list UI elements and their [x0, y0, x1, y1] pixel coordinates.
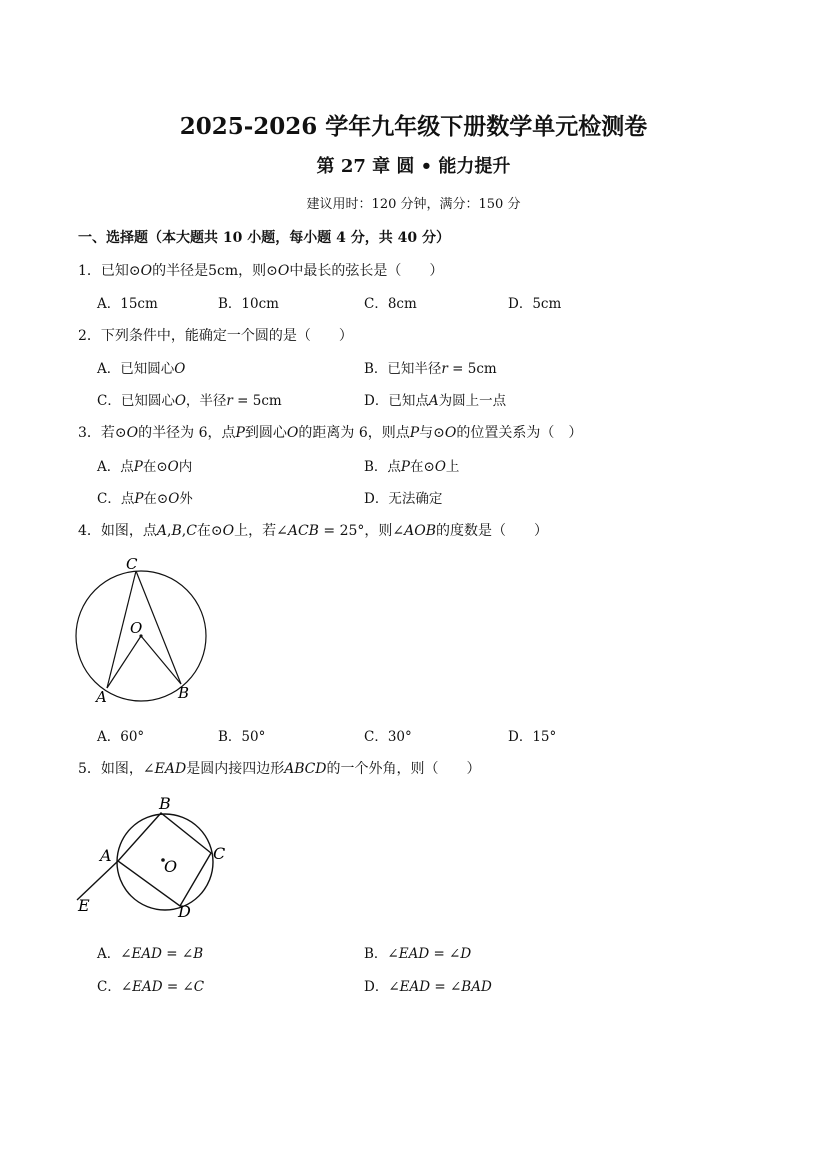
question-5-option-b[interactable]: B．∠𝐸𝐴𝐷 = ∠𝐷 — [364, 946, 472, 962]
chord-cb — [136, 571, 181, 684]
question-4-figure — [70, 552, 220, 710]
question-2-option-d[interactable]: D．已知点𝐴为圆上一点 — [364, 393, 507, 409]
label-b: B — [159, 794, 171, 813]
question-5-option-a[interactable]: A．∠𝐸𝐴𝐷 = ∠𝐵 — [97, 946, 204, 962]
question-3-stem: 3．若⊙𝑂的半径为 6，点𝑃到圆心𝑂的距离为 6，则点𝑃与⊙𝑂的位置关系为（ ） — [78, 425, 583, 441]
section-heading: 一、选择题（本大题共 10 小题，每小题 4 分，共 40 分） — [78, 230, 450, 246]
label-c: C — [126, 555, 138, 573]
radius-oa — [107, 636, 141, 688]
question-2-stem: 2．下列条件中，能确定一个圆的是（ ） — [78, 328, 353, 344]
question-5-option-c[interactable]: C．∠𝐸𝐴𝐷 = ∠𝐶 — [97, 979, 205, 995]
question-4-option-a[interactable]: A．60° — [97, 729, 145, 745]
question-1-option-d[interactable]: D．5cm — [508, 296, 562, 312]
question-4-option-b[interactable]: B．50° — [218, 729, 266, 745]
label-o: O — [130, 619, 143, 637]
question-5-figure — [70, 790, 240, 925]
question-3-option-b[interactable]: B．点𝑃在⊙𝑂上 — [364, 459, 460, 475]
question-2-option-c[interactable]: C．已知圆心𝑂，半径𝑟 = 5cm — [97, 393, 282, 409]
label-a: A — [100, 846, 112, 865]
question-1-option-c[interactable]: C．8cm — [364, 296, 417, 312]
chapter-subtitle: 第 27 章 圆 • 能力提升 — [316, 156, 511, 177]
label-c: C — [213, 844, 226, 863]
question-5-option-d[interactable]: D．∠𝐸𝐴𝐷 = ∠𝐵𝐴𝐷 — [364, 979, 492, 995]
radius-ob — [141, 636, 181, 684]
label-a: A — [96, 688, 107, 706]
question-3-option-d[interactable]: D．无法确定 — [364, 491, 443, 507]
question-1-option-a[interactable]: A．15cm — [97, 296, 158, 312]
question-2-option-a[interactable]: A．已知圆心𝑂 — [97, 361, 186, 377]
question-2-option-b[interactable]: B．已知半径𝑟 = 5cm — [364, 361, 497, 377]
label-o: O — [164, 857, 178, 876]
question-1-stem: 1．已知⊙𝑂的半径是5cm，则⊙𝑂中最长的弦长是（ ） — [78, 263, 444, 279]
page-title: 2025-2026 学年九年级下册数学单元检测卷 — [179, 113, 648, 140]
label-b: B — [178, 684, 190, 702]
question-4-option-d[interactable]: D．15° — [508, 729, 557, 745]
exam-info: 建议用时：120 分钟，满分：150 分 — [306, 197, 521, 212]
question-3-option-c[interactable]: C．点𝑃在⊙𝑂外 — [97, 491, 193, 507]
question-4-stem: 4．如图，点𝐴,𝐵,𝐶在⊙𝑂上，若∠𝐴𝐶𝐵 = 25°，则∠𝐴𝑂𝐵的度数是（ ） — [78, 523, 549, 539]
question-1-option-b[interactable]: B．10cm — [218, 296, 279, 312]
extension-ae — [77, 861, 118, 900]
question-3-option-a[interactable]: A．点𝑃在⊙𝑂内 — [97, 459, 193, 475]
question-4-option-c[interactable]: C．30° — [364, 729, 412, 745]
label-e: E — [78, 896, 90, 915]
question-5-stem: 5．如图，∠𝐸𝐴𝐷是圆内接四边形𝐴𝐵𝐶𝐷的一个外角，则（ ） — [78, 761, 481, 777]
label-d: D — [178, 902, 191, 921]
